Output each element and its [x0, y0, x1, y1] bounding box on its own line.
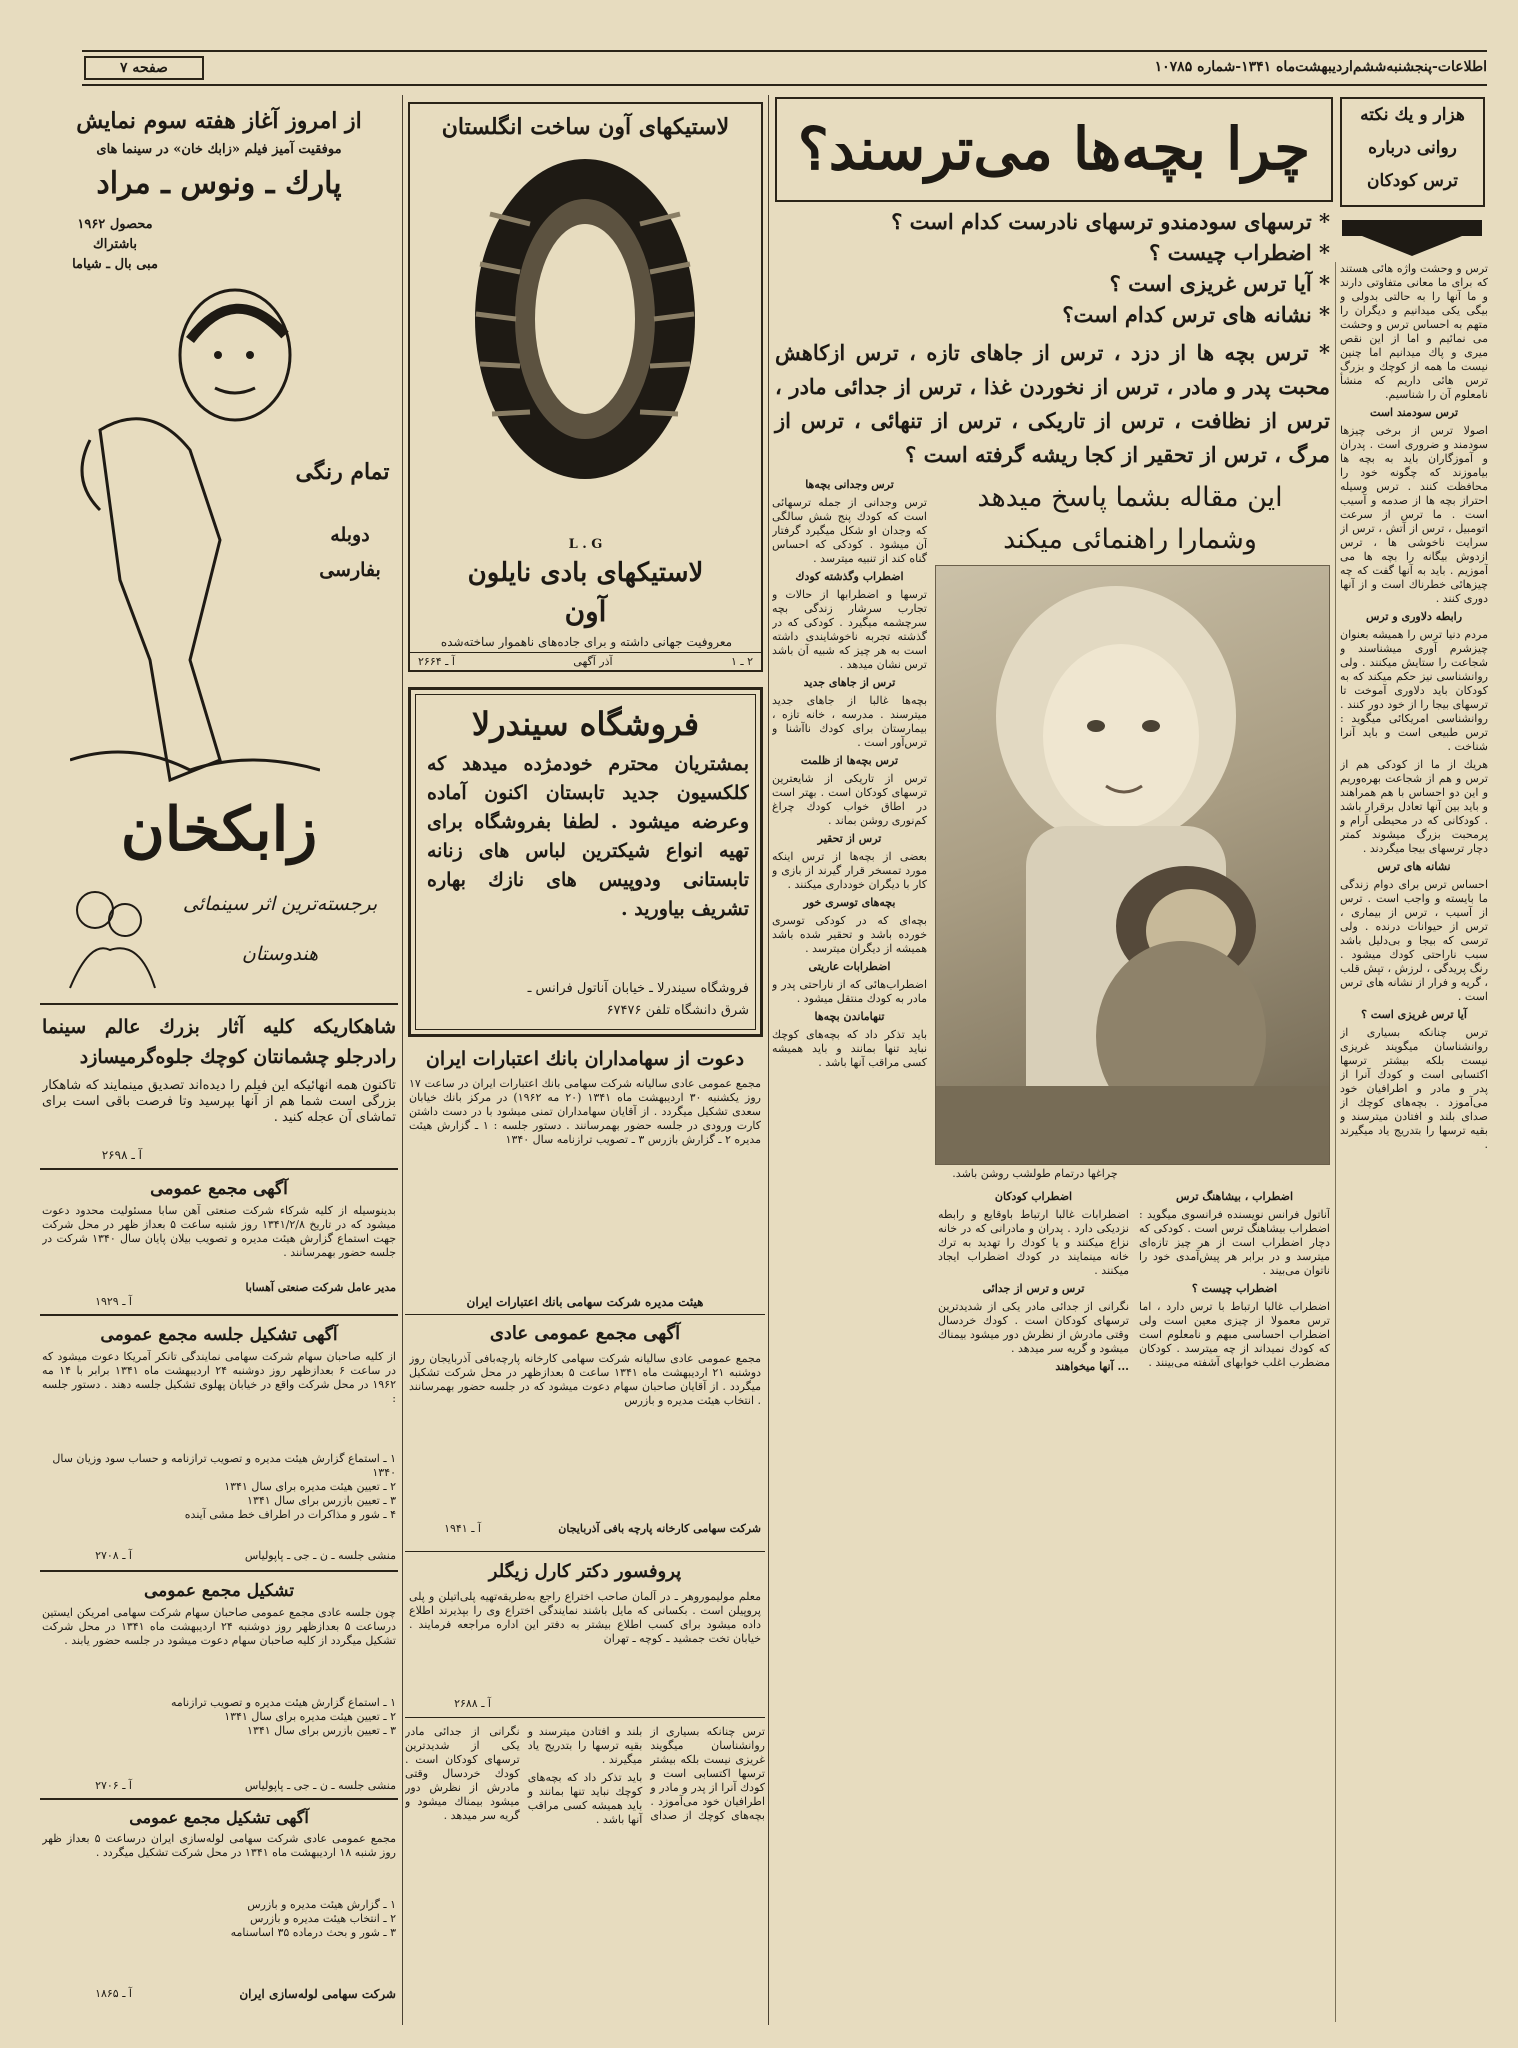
kicker-line: هزار و یك نکته	[1360, 105, 1465, 125]
agenda-item: ۱ ـ استماع گزارش هیئت مدیره و تصویب ترازنامه	[170, 1696, 396, 1709]
article-photo	[935, 565, 1330, 1165]
article-paragraph: باید تذکر داد که بچه‌های کوچك نباید تنها بمانند و باید همیشه کسی مراقب آنها باشد .	[772, 1028, 927, 1069]
ad-code: آ ـ ۱۹۴۱	[444, 1522, 481, 1535]
kicker-line: روانی درباره	[1368, 138, 1457, 158]
article-subhead: ترس وجدانی بچه‌ها	[805, 478, 894, 491]
article-subhead: اضطراب ، بیشاهنگ ترس	[1175, 1190, 1293, 1203]
agenda-item: ۲ ـ تعیین هیئت مدیره برای سال ۱۳۴۱	[224, 1710, 396, 1723]
article-paragraph: اصولا ترس از برخی چیزها سودمند و ضروری است . پدران و آموزگاران باید به بچه ها بیاموزند که چگونه خود را محافظت کنند . ترس وسیله احتراز بچه ها از صدمه و آسیب است . ما ترس از سرعت اتومبیل ، ترس از آتش ، ترس از سرایت ناخوشی ها ، ترس ازدوش بیگانه را بچه ها می آموزیم . باید به آنها گفت که چه چیزهائی خطرناك است و از آنها دوری کنند .	[1340, 424, 1488, 605]
article-paragraph: بچه‌ای که در کودکی توسری خورده باشد و تحقیر شده باشد همیشه از دیگران میترسد .	[772, 914, 927, 955]
tire-icon	[470, 154, 700, 484]
bank-notice-body: مجمع عمومی عادی سالیانه شرکت سهامی بانك اعتبارات ایران در ساعت ۱۷ روز یکشنبه ۳۰ اردیبهشت ماه ۱۳۴۱ (۲۰ مه ۱۹۶۲) در مرکز بانك خیابان سعدی تشکیل میگردد . از آقایان سهامداران تمنی میشود با در دست داشتن کارت ورودی در جلسه حضور بهمرسانند . دستور جلسه : ۱ ـ گزارش هیئت مدیره ۲ ـ گزارش بازرس ۳ ـ تصویب ترازنامه سال ۱۳۴۰	[409, 1077, 761, 1146]
film-dub: دوبله	[330, 524, 370, 546]
ad-code: آ ـ ۲۶۹۸	[101, 1148, 142, 1162]
cinderella-phone: شرق دانشگاه تلفن ۶۷۴۷۶	[606, 1003, 749, 1018]
bank-notice-title: دعوت از سهامداران بانك اعتبارات ایران	[425, 1048, 745, 1070]
ad-code: آ ـ ۲۶۸۸	[454, 1697, 491, 1710]
cinderella-ad	[408, 687, 763, 1037]
film-ad-subline: موفقیت آمیز فیلم «زابك خان» در سینما های	[96, 142, 342, 157]
column-divider	[768, 95, 769, 2025]
notice-agenda	[42, 1452, 396, 1536]
article-subhead: اضطراب وگذشته کودك	[795, 570, 904, 583]
film-illustration	[70, 280, 320, 800]
answer-line: وشمارا راهنمائی میکند	[1003, 524, 1257, 555]
article-paragraph: ترس چنانکه بسیاری از روانشناسان میگویند غریزی نیست بلکه بیشتر ترسها اکتسابی است و کودك آنرا از پدر و مادر و اطرافیان خود می‌آموزد . بچه‌های کوچك از صدای بلند و افتادن میترسند و بقیه ترسها را بتدریج یاد میگیرند .	[527, 1725, 765, 1822]
tire-fine-print: معروفیت جهانی داشته و برای جاده‌های ناهموار ساخته‌شده	[440, 635, 733, 649]
article-continuation	[405, 1725, 765, 2025]
tire-ad	[408, 102, 763, 672]
article-paragraph: اضطرابات غالبا ارتباط باوقایع و رابطه نزدیکی دارد . پدران و مادرانی که در خانه نزاع میکنند و یا کودك را تهدید به ترك خانه مینمایند در کودك اضطراب ایجاد میکنند .	[938, 1208, 1129, 1277]
american-meeting-notice	[40, 1578, 398, 1800]
agenda-item: ۲ ـ انتخاب هیئت مدیره و بازرس	[250, 1912, 396, 1925]
article-paragraph: ترس و وحشت واژه هائی هستند که برای ما معانی متفاوتی دارند و ما آنها را به حالتی بدولی و بیگی یکی میدانیم و دیگران را متهم به احساس ترس و وحشت می نمائیم و اما از این نقص میری و پاك میدانیم اما چنین نیست ما همه از کوچك و بزرگ ترس هائی داریم که منشأ نامعلوم آن را شناسیم.	[1340, 262, 1488, 401]
article-paragraph: اضطراب‌هائی که از ناراحتی پدر و مادر به کودك منتقل میشود .	[772, 978, 927, 1005]
article-footnote: ... آنها میخواهند	[1055, 1360, 1129, 1373]
article-paragraph: بچه‌ها غالبا از جاهای جدید میترسند . مدرسه ، خانه تازه ، بیمارستان برای کودك ناآشنا و ترس‌آور است .	[772, 694, 927, 749]
notice-title: آگهی تشکیل جلسه مجمع عمومی	[100, 1325, 338, 1345]
article-paragraph: احساس ترس برای دوام زندگی ما بایسته و واجب است . ترس از آسیب ، ترس از بیماری ، ترس از حیوانات درنده . ولی ترسی که بیجا و بی‌دلیل باشد سبب ناراحتی کودك میشود . رنگ پریدگی ، لرزش ، تپش قلب ، گریه و فرار از نشانه های ترس است .	[1340, 878, 1488, 1003]
notice-title: آگهی تشکیل مجمع عمومی	[129, 1808, 309, 1827]
article-subhead: تنهاماندن بچه‌ها	[814, 1010, 885, 1023]
masterpiece-ad	[40, 1010, 398, 1170]
notice-agenda	[42, 1898, 396, 1958]
notice-body: بدینوسیله از کلیه شرکاء شرکت صنعتی آهن سابا مسئولیت محدود دعوت میشود که در تاریخ ۱۳۴۱/۲/۸ روز شنبه ساعت ۵ بعداز ظهر در محل شرکت جهت استماع گزارش هیئت مدیره و تصویب بیلان پایان سال ۱۳۴۰ شرکت در جلسه حضور بهمرسانند .	[42, 1204, 396, 1259]
film-ad-headline: از امروز آغاز هفته سوم نمایش	[76, 108, 362, 134]
article-subhead: ترس بچه‌ها از ظلمت	[800, 754, 899, 767]
girl-with-doll-image	[936, 566, 1330, 1165]
tire-ad-title: لاستیکهای آون ساخت انگلستان	[441, 114, 730, 140]
article-paragraph: مردم دنیا ترس را همیشه بعنوان چیزشرم آوری میشناسند و شجاعت را ستایش میکنند . ولی روانشناسی نیز حکم میکند که به کودکان باید دلاوری آموخت تا ترسهای بیجا را از خود دور کنند . روانشناسی امریکائی میگوید : ترس طبیعی است و باید آنرا شناخت .	[1340, 628, 1488, 753]
cinderella-address: فروشگاه سیندرلا ـ خیابان آناتول فرانس ـ	[527, 981, 749, 996]
article-paragraph: ترس چنانکه بسیاری از روانشناسان میگویند غریزی نیست بلکه بیشتر ترسها اکتسابی است و کودك آنرا از پدر و مادر و اطرافیان خود می‌آموزد . بچه‌های کوچك از صدای بلند و افتادن میترسند و بقیه ترسها را بتدریج یاد میگیرند .	[1340, 1026, 1488, 1151]
tire-ad-meta	[418, 654, 753, 670]
article-paragraph: آناتول فرانس نویسنده فرانسوی میگوید : اضطراب بیشاهنگ ترس است . کودکی که دچار اضطراب است از هر چیز تازه‌ای میترسد و در برابر هر پیش‌آمدی خود را ناتوان می‌بیند .	[1139, 1208, 1330, 1277]
tire-name: لاستیکهای بادی نایلون	[467, 558, 704, 588]
article-paragraph: بعضی از بچه‌ها از ترس اینکه مورد تمسخر قرار گیرند از بازی و کار با دیگران خودداری میکنند .	[772, 850, 927, 891]
ad-code: آ ـ ۲۷۰۸	[95, 1549, 132, 1562]
question-item: * نشانه های ترس کدام است؟	[1062, 302, 1330, 327]
notice-sign: منشی جلسه ـ ن ـ جی ـ پاپولیاس	[244, 1549, 396, 1562]
ad-code: ۲ ـ ۱	[730, 655, 753, 668]
photo-caption: چراغها درتمام طولشب روشن باشد.	[952, 1167, 1118, 1180]
notice-body: چون جلسه عادی مجمع عمومی صاحبان سهام شرکت سهامی امریکن ایستین درساعت ۵ بعدازظهر روز دوشنبه ۲۴ اردیبهشت ماه ۱۳۴۱ در محل شرکت تشکیل میگردد از کلیه صاحبان سهام دعوت میشود در جلسه حضور یابند .	[42, 1606, 396, 1647]
article-subhead: اضطراب کودکان	[994, 1190, 1073, 1203]
article-paragraph: اضطراب غالبا ارتباط با ترس دارد ، اما ترس معمولا از چیزی معین است ولی اضطراب احساسی مبهم و نامعلوم است که کودك نمیداند از چه میترسد . کودکان مضطرب اغلب خوابهای آشفته می‌بینند .	[1139, 1300, 1330, 1369]
article-paragraph: نگرانی از جدائی مادر یکی از شدیدترین ترسهای کودکان است . کودك خردسال وقتی مادرش از نظرش دور میشود بیمناك میشود و گریه سر میدهد .	[938, 1300, 1129, 1355]
question-item: * ترسهای سودمندو ترسهای نادرست کدام است ؟	[891, 209, 1330, 234]
textile-notice-body: مجمع عمومی عادی سالیانه شرکت سهامی کارخانه پارچه‌بافی آذربایجان روز دوشنبه ۲۱ اردیبهشت ماه ۱۳۴۱ ساعت ۵ بعدازظهر در محل شرکت تشکیل میگردد . از آقایان صاحبان سهام دعوت میشود که در جلسه حضور بهمرسانند . انتخاب هیئت مدیره و بازرس	[409, 1352, 761, 1407]
article-subhead: اضطراب چیست ؟	[1191, 1282, 1278, 1295]
article-subhead: ترس از تحقیر	[817, 832, 882, 845]
question-list	[775, 206, 1330, 334]
article-subhead: ترس از جاهای جدید	[803, 676, 896, 689]
film-stars: مبی بال ـ شیاما	[72, 257, 158, 272]
page-number: صفحه ۷	[84, 56, 204, 80]
bank-notice	[405, 1045, 765, 1315]
article-paragraph: ترس از تاریکی از شایعترین ترسهای کودکان است . بهتر است در اطاق خواب کودك چراغ کم‌نوری روشن بماند .	[772, 772, 927, 827]
masterpiece-title: شاهکاریکه کلیه آثار بزرك عالم سینما رادرجلو چشمانتان کوچك جلوه‌گرمیسازد	[42, 1016, 396, 1068]
arrow-down-icon	[1342, 212, 1482, 256]
article-paragraph: ترسها و اضطرابها از حالات و تجارب سرشار زندگی بچه سرچشمه میگیرد . کودکی که در گذشته تجربه ناخوشایندی داشته است به هر چیز که شبیه آن باشد ترس نشان میدهد .	[772, 588, 927, 671]
notice-sign: مدیر عامل شرکت صنعتی آهسابا	[245, 1281, 396, 1294]
film-tagline: برجسته‌ترین اثر سینمائی	[182, 893, 378, 915]
article-kicker	[1340, 97, 1485, 207]
ad-code: آ ـ ۲۶۶۴	[418, 655, 455, 668]
film-year: محصول ۱۹۶۲	[77, 217, 153, 232]
tire-brand: آون	[564, 595, 607, 628]
ad-code: آ ـ ۱۸۶۵	[95, 1987, 132, 2000]
article-subhead: ترس سودمند است	[1369, 406, 1459, 419]
bank-notice-sign: هیئت مدیره شرکت سهامی بانك اعتبارات ایران	[466, 1295, 704, 1309]
agenda-item: ۱ ـ گزارش هیئت مدیره و بازرس	[247, 1898, 396, 1911]
film-language: بفارسی	[319, 559, 381, 581]
article-subhead: اضطرابات عاریتی	[808, 960, 891, 973]
notice-sign: منشی جلسه ـ ن ـ جی ـ پاپولیاس	[244, 1779, 396, 1792]
film-cast-label: باشتراك	[93, 237, 137, 252]
cinderella-body: بمشتریان محترم خودمژده میدهد که کلکسیون جدید تابستان اکنون آماده وعرضه میشود . لطفا بفروشگاه برای تهیه انواع شیکترین لباس های زنانه تابستانی ودوپیس های نازك بهاره تشریف بیاورید .	[427, 753, 749, 920]
tire-code: L . G	[568, 537, 603, 552]
article-paragraph: باید تذکر داد که بچه‌های کوچك نباید تنها بمانند و باید همیشه کسی مراقب آنها باشد .	[527, 1771, 643, 1826]
professor-notice	[405, 1558, 765, 1718]
notice-sign: شرکت سهامی لوله‌سازی ایران	[239, 1987, 396, 2001]
professor-notice-title: پروفسور دکتر کارل زیگلر	[488, 1561, 682, 1582]
notice-body: مجمع عمومی عادی شرکت سهامی لوله‌سازی ایران درساعت ۵ بعداز ظهر روز شنبه ۱۸ اردیبهشت ماه ۱۳۴۱ در محل شرکت تشکیل میگردد .	[42, 1832, 396, 1859]
article-subhead: رابطه دلاوری و ترس	[1365, 610, 1463, 623]
film-colour: تمام رنگی	[295, 459, 390, 485]
agenda-item: ۳ ـ تعیین بازرس برای سال ۱۳۴۱	[247, 1724, 396, 1737]
agenda-item: ۱ ـ استماع گزارش هیئت مدیره و تصویب ترازنامه و حساب سود وزیان سال ۱۳۴۰	[52, 1452, 396, 1479]
answer-line: این مقاله بشما پاسخ میدهد	[977, 482, 1283, 513]
article-subhead: ترس و ترس از جدائی	[982, 1282, 1085, 1295]
notice-title: تشکیل مجمع عمومی	[143, 1581, 295, 1601]
film-ad	[40, 100, 398, 1005]
article-subhead: بچه‌های توسری خور	[803, 896, 896, 909]
article-lead: * ترس بچه ها از دزد ، ترس از جاهای تازه ، ترس ازکاهش محبت پدر و مادر ، ترس از نخوردن غذا ، ترس از جدائی مادر ، ترس از نظافت ، ترس از تاریکی ، ترس از تنهائی ، ترس از مرگ ، ترس از تحقیر از کجا ریشه گرفته است ؟	[775, 340, 1330, 467]
notice-agenda	[42, 1696, 396, 1766]
article-paragraph: هریك از ما از کودکی هم از ترس و هم از شجاعت بهره‌وریم و این دو احساس با هم همراهند و باید بین آنها تعادل برقرار باشد . کودکانی که در محیطی آرام و پرمحبت بزرگ میشوند کمتر دچار ترسهای بیجا میگردند .	[1340, 758, 1488, 855]
agenda-item: ۲ ـ تعیین هیئت مدیره برای سال ۱۳۴۱	[224, 1480, 396, 1493]
masthead-title: اطلاعات-پنجشنبه‌ششم‌اردیبهشت‌ماه ۱۳۴۱-شماره ۱۰۷۸۵	[1154, 59, 1487, 75]
article-headline: چرا بچه‌ها می‌ترسند؟	[775, 97, 1333, 202]
ad-code: آ ـ ۱۹۲۹	[95, 1295, 132, 1308]
article-column-right	[1340, 262, 1488, 2022]
article-subhead: آیا ترس غریزی است ؟	[1361, 1008, 1467, 1021]
textile-notice-sign: شرکت سهامی کارخانه پارچه بافی آذربایجان	[558, 1522, 761, 1535]
agenda-item: ۳ ـ تعیین بازرس برای سال ۱۳۴۱	[247, 1494, 396, 1507]
article-subhead: نشانه های ترس	[1377, 860, 1451, 873]
textile-notice	[405, 1320, 765, 1552]
ad-agency: آذر آگهی	[573, 655, 613, 668]
article-column-left	[772, 478, 927, 2028]
column-divider	[1335, 262, 1336, 2022]
agenda-item: ۴ ـ شور و مذاکرات در اطراف خط مشی آینده	[184, 1508, 396, 1521]
question-item: * آیا ترس غریزی است ؟	[1109, 271, 1330, 296]
agenda-item: ۳ ـ شور و بحث درماده ۳۵ اساسنامه	[230, 1926, 396, 1939]
notice-body: از کلیه صاحبان سهام شرکت سهامی نمایندگی تانکر آمریکا دعوت میشود که در ساعت ۶ بعدازظهر روز دوشنبه ۲۴ اردیبهشت ماه ۱۳۴۱ برابر با ۱۴ مه ۱۹۶۲ در محل شرکت واقع در خیابان پهلوی تشکیل جلسه دهند . دستور جلسه :	[42, 1350, 396, 1405]
film-origin: هندوستان	[241, 943, 319, 965]
film-title: زابکخان	[120, 795, 318, 865]
column-divider	[402, 95, 403, 2025]
question-item: * اضطراب چیست ؟	[1149, 240, 1330, 265]
kicker-line: ترس کودکان	[1367, 171, 1458, 191]
couple-illustration	[50, 880, 170, 990]
general-meeting-notice	[40, 1176, 398, 1316]
masterpiece-body: تاکنون همه آنهائیکه این فیلم را دیده‌اند تصدیق مینمایند که شاهکار بزرگی است شما هم از آنها بپرسید وتا فرصت باقی است برای تماشای آن عجله کنید .	[42, 1078, 396, 1125]
article-column-middle	[938, 1190, 1330, 2030]
notice-title: آگهی مجمع عمومی	[150, 1179, 288, 1199]
film-cinemas: پارك ـ ونوس ـ مراد	[96, 166, 342, 201]
tanker-meeting-notice	[40, 1322, 398, 1572]
textile-notice-title: آگهی مجمع عمومی عادی	[489, 1323, 681, 1344]
cinderella-title: فروشگاه سیندرلا	[471, 705, 700, 743]
article-paragraph: ترس وجدانی از جمله ترسهائی است که کودك پنج شش سالگی که وجدان او شکل میگیرد گرفتار آن میشود . کودکی که احساس گناه کند از تنبیه میترسد .	[772, 496, 927, 565]
masthead-bar	[82, 50, 1487, 86]
article-paragraph: نگرانی از جدائی مادر یکی از شدیدترین ترسهای کودکان است . کودك خردسال وقتی مادرش از نظرش دور میشود بیمناك میشود و گریه سر میدهد .	[405, 1725, 520, 1822]
ad-code: آ ـ ۲۷۰۶	[95, 1779, 132, 1792]
professor-notice-body: معلم مولیموروهر ـ در آلمان صاحب اختراع راجع به‌طریقه‌تهیه پلی‌اتیلن و پلی پروپیلن است . بکسانی که مایل باشند نمایندگی اختراع وی را بپذیرند اطلاع داده میشود برای کسب اطلاع بیشتر به دفتر این اداره مراجعه فرمایند . خیابان تخت جمشید ـ کوچه ـ تهران	[409, 1590, 761, 1645]
pipe-meeting-notice	[40, 1806, 398, 2028]
